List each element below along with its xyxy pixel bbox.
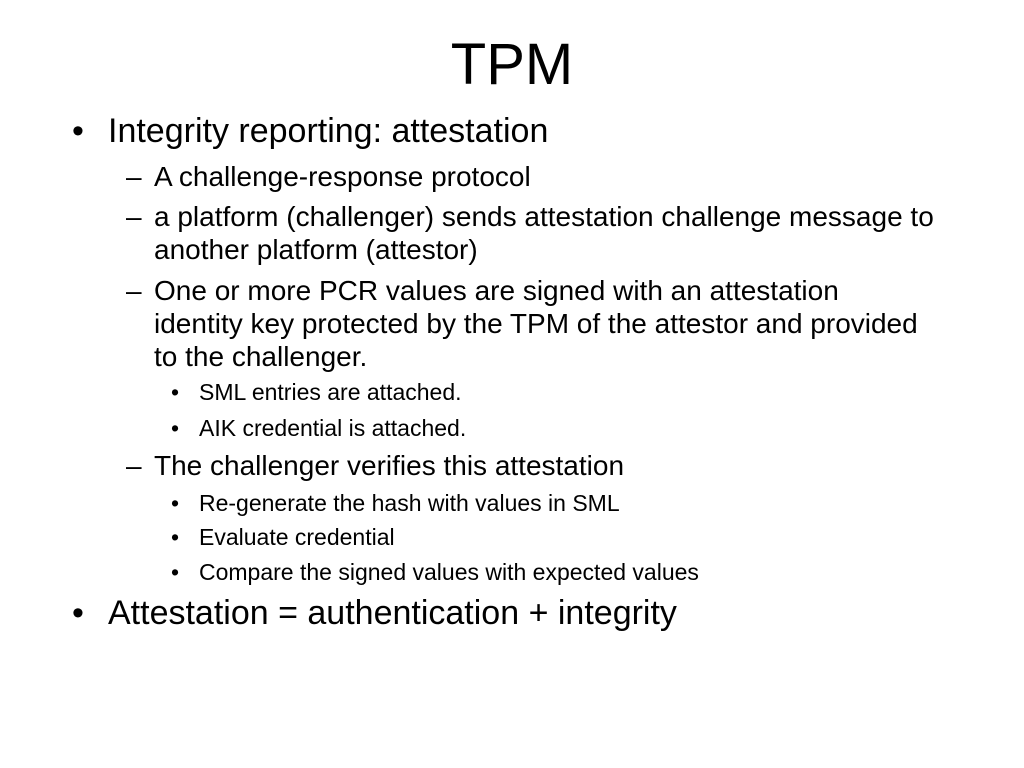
sub-sub-bullet-text: Evaluate credential — [199, 524, 395, 550]
bullet-integrity-reporting — [72, 112, 549, 150]
sub-sub-bullet-text: AIK credential is attached. — [199, 415, 467, 441]
dash-marker: – — [126, 161, 142, 192]
bullet-marker: • — [171, 415, 180, 441]
sub-sub-bullet-text: Compare the signed values with expected values — [199, 559, 699, 585]
dash-marker: – — [126, 201, 142, 232]
sub-sub-bullet-compare-values — [171, 558, 699, 586]
sub-bullet-text: One or more PCR values are signed with an attestation identity key protected by the TPM of the attestor and provided to the challenger. — [154, 275, 918, 372]
bullet-marker: • — [171, 559, 180, 585]
bullet-attestation-equation — [72, 594, 677, 632]
sub-bullet-pcr-values — [126, 274, 934, 373]
sub-bullet-challenge-response — [126, 160, 934, 193]
sub-sub-bullet-regenerate-hash — [171, 489, 620, 517]
bullet-marker: • — [171, 379, 180, 405]
slide-title: TPM — [450, 32, 574, 97]
bullet-marker: • — [171, 524, 180, 550]
sub-sub-bullet-text: SML entries are attached. — [199, 379, 462, 405]
dash-marker: – — [126, 450, 142, 481]
bullet-text: Integrity reporting: attestation — [108, 112, 549, 150]
sub-bullet-text: a platform (challenger) sends attestation challenge message to another platform (attestor) — [154, 201, 934, 265]
bullet-marker: • — [72, 112, 84, 150]
bullet-text: Attestation = authentication + integrity — [108, 594, 677, 632]
sub-bullet-platform-sends — [126, 200, 934, 266]
sub-bullet-text: A challenge-response protocol — [154, 161, 531, 192]
sub-bullet-challenger-verifies — [126, 449, 934, 482]
sub-sub-bullet-sml-entries — [171, 378, 462, 406]
sub-sub-bullet-evaluate-credential — [171, 523, 395, 551]
sub-sub-bullet-aik-credential — [171, 414, 467, 442]
sub-sub-bullet-text: Re-generate the hash with values in SML — [199, 490, 620, 516]
bullet-marker: • — [72, 594, 84, 632]
dash-marker: – — [126, 275, 142, 306]
sub-bullet-text: The challenger verifies this attestation — [154, 450, 625, 481]
bullet-marker: • — [171, 490, 180, 516]
